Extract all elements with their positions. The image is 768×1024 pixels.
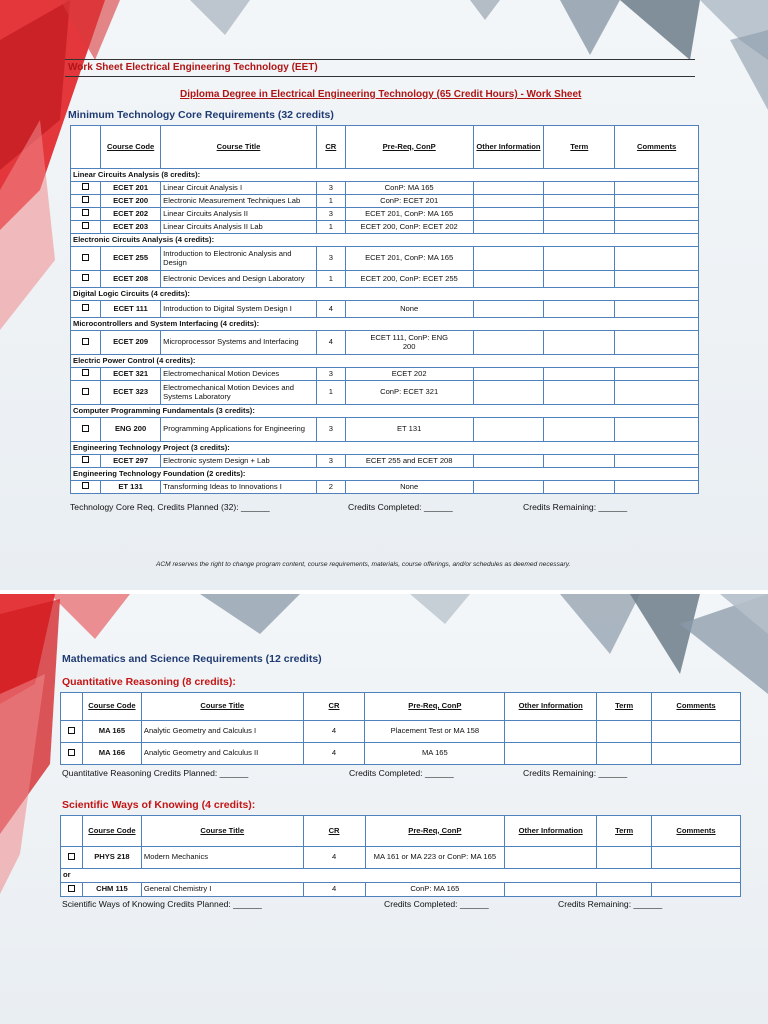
course-title: Programming Applications for Engineering [161, 418, 317, 442]
course-prereq: ECET 201, ConP: MA 165 [345, 208, 473, 221]
category-power-control: Electric Power Control (4 credits): [71, 355, 699, 368]
course-checkbox[interactable] [82, 369, 89, 376]
worksheet-heading: Work Sheet Electrical Engineering Technology (EET) [68, 62, 318, 73]
course-credits: 4 [316, 331, 345, 355]
course-checkbox[interactable] [82, 183, 89, 190]
comments-header: Comments [652, 693, 741, 721]
course-code: ECET 297 [101, 455, 161, 468]
comments-cell[interactable] [615, 301, 699, 318]
other-info-cell[interactable] [473, 381, 544, 405]
table-row [71, 418, 699, 442]
other-info-cell[interactable] [473, 418, 544, 442]
other-info-cell[interactable] [505, 743, 597, 765]
course-credits: 3 [316, 182, 345, 195]
course-title: Electronic system Design + Lab [161, 455, 317, 468]
other-info-cell[interactable] [505, 883, 597, 897]
course-prereq: ConP: ECET 201 [345, 195, 473, 208]
core-credits-completed: Credits Completed: ______ [348, 502, 453, 512]
table-row [71, 331, 699, 355]
other-info-cell[interactable] [473, 182, 544, 195]
course-prereq: ConP: MA 165 [345, 182, 473, 195]
table-header-row [71, 126, 699, 169]
math-science-title: Mathematics and Science Requirements (12 credits) [62, 653, 322, 665]
table-row [61, 847, 741, 869]
course-credits: 1 [316, 271, 345, 288]
term-cell[interactable] [597, 743, 652, 765]
other-info-cell[interactable] [505, 847, 597, 869]
course-title: Electronic Devices and Design Laboratory [161, 271, 317, 288]
table-header-row [61, 693, 741, 721]
course-prereq: MA 161 or MA 223 or ConP: MA 165 [365, 847, 505, 869]
category-linear-circuits: Linear Circuits Analysis (8 credits): [71, 169, 699, 182]
other-info-header: Other Information [505, 693, 597, 721]
course-prereq: ECET 255 and ECET 208 [345, 455, 473, 468]
comments-header: Comments [652, 816, 741, 847]
course-prereq: ECET 200, ConP: ECET 202 [345, 221, 473, 234]
course-prereq: Placement Test or MA 158 [365, 721, 505, 743]
course-code: CHM 115 [82, 883, 141, 897]
course-code: ECET 202 [101, 208, 161, 221]
table-row [71, 195, 699, 208]
category-microcontrollers: Microcontrollers and System Interfacing (4 credits): [71, 318, 699, 331]
course-code: ECET 255 [101, 247, 161, 271]
table-row [71, 481, 699, 494]
comments-cell[interactable] [652, 743, 741, 765]
course-checkbox[interactable] [82, 222, 89, 229]
course-checkbox[interactable] [68, 885, 75, 892]
category-programming: Computer Programming Fundamentals (3 credits): [71, 405, 699, 418]
comments-cell[interactable] [652, 847, 741, 869]
course-title-header: Course Title [141, 693, 303, 721]
other-info-cell[interactable] [473, 247, 544, 271]
other-info-cell[interactable] [473, 301, 544, 318]
course-credits: 4 [303, 743, 365, 765]
term-cell[interactable] [544, 455, 615, 468]
category-electronic-circuits: Electronic Circuits Analysis (4 credits): [71, 234, 699, 247]
table-row [71, 208, 699, 221]
course-checkbox[interactable] [82, 304, 89, 311]
comments-cell[interactable] [652, 883, 741, 897]
course-title: Introduction to Digital System Design I [161, 301, 317, 318]
comments-cell[interactable] [615, 368, 699, 381]
term-cell[interactable] [544, 368, 615, 381]
comments-cell[interactable] [615, 195, 699, 208]
table-header-row [61, 816, 741, 847]
other-info-cell[interactable] [473, 331, 544, 355]
comments-cell[interactable] [615, 481, 699, 494]
course-checkbox[interactable] [82, 196, 89, 203]
comments-cell[interactable] [615, 455, 699, 468]
comments-cell[interactable] [652, 721, 741, 743]
term-header: Term [544, 126, 615, 169]
prereq-header: Pre-Req, ConP [345, 126, 473, 169]
term-cell[interactable] [544, 182, 615, 195]
course-code: ECET 111 [101, 301, 161, 318]
course-code: ECET 200 [101, 195, 161, 208]
course-credits: 1 [316, 221, 345, 234]
course-title: Linear Circuits Analysis II [161, 208, 317, 221]
term-cell[interactable] [597, 847, 652, 869]
other-info-header: Other Information [505, 816, 597, 847]
course-code: MA 166 [82, 743, 141, 765]
table-row [61, 721, 741, 743]
term-cell[interactable] [544, 221, 615, 234]
course-title: Electromechanical Motion Devices and Systems Laboratory [161, 381, 317, 405]
other-info-cell[interactable] [473, 271, 544, 288]
course-checkbox[interactable] [82, 456, 89, 463]
course-prereq: None [345, 481, 473, 494]
table-row [71, 221, 699, 234]
course-checkbox[interactable] [68, 727, 75, 734]
course-code-header: Course Code [82, 693, 141, 721]
other-info-cell[interactable] [473, 221, 544, 234]
category-foundation: Engineering Technology Foundation (2 credits): [71, 468, 699, 481]
comments-cell[interactable] [615, 271, 699, 288]
category-digital-logic: Digital Logic Circuits (4 credits): [71, 288, 699, 301]
table-row [61, 883, 741, 897]
cr-header: CR [316, 126, 345, 169]
course-code-header: Course Code [82, 816, 141, 847]
checkbox-header [61, 693, 83, 721]
comments-cell[interactable] [615, 381, 699, 405]
course-code: PHYS 218 [82, 847, 141, 869]
course-checkbox[interactable] [82, 338, 89, 345]
course-credits: 3 [316, 368, 345, 381]
term-cell[interactable] [544, 481, 615, 494]
course-credits: 4 [303, 847, 365, 869]
core-credits-planned: Technology Core Req. Credits Planned (32): ______ [70, 502, 270, 512]
degree-title: Diploma Degree in Electrical Engineering Technology (65 Credit Hours) - Work Sheet [180, 89, 582, 100]
term-cell[interactable] [544, 418, 615, 442]
course-credits: 3 [316, 208, 345, 221]
term-header: Term [597, 816, 652, 847]
checkbox-header [71, 126, 101, 169]
table-row [71, 368, 699, 381]
course-code-header: Course Code [101, 126, 161, 169]
course-title: Linear Circuit Analysis I [161, 182, 317, 195]
table-row [61, 743, 741, 765]
term-cell[interactable] [597, 721, 652, 743]
term-cell[interactable] [544, 331, 615, 355]
science-credits-completed: Credits Completed: ______ [384, 899, 489, 909]
comments-header: Comments [615, 126, 699, 169]
course-prereq: ConP: ECET 321 [345, 381, 473, 405]
course-title: Electromechanical Motion Devices [161, 368, 317, 381]
course-title: Electronic Measurement Techniques Lab [161, 195, 317, 208]
course-code: ENG 200 [101, 418, 161, 442]
course-checkbox[interactable] [68, 749, 75, 756]
course-prereq: ECET 201, ConP: MA 165 [345, 247, 473, 271]
course-title: Introduction to Electronic Analysis and Design [161, 247, 317, 271]
course-prereq: ECET 202 [345, 368, 473, 381]
comments-cell[interactable] [615, 221, 699, 234]
course-credits: 4 [303, 883, 365, 897]
other-info-cell[interactable] [505, 721, 597, 743]
cr-header: CR [303, 816, 365, 847]
course-prereq: ECET 200, ConP: ECET 255 [345, 271, 473, 288]
table-row [71, 182, 699, 195]
other-info-cell[interactable] [473, 455, 544, 468]
comments-cell[interactable] [615, 331, 699, 355]
course-credits: 2 [316, 481, 345, 494]
cr-header: CR [303, 693, 365, 721]
science-credits-planned: Scientific Ways of Knowing Credits Planned: ______ [62, 899, 262, 909]
other-info-cell[interactable] [473, 195, 544, 208]
core-requirements-table [70, 125, 699, 494]
prereq-header: Pre-Req, ConP [365, 693, 505, 721]
scientific-ways-title: Scientific Ways of Knowing (4 credits): [62, 799, 256, 811]
term-cell[interactable] [544, 195, 615, 208]
prereq-header: Pre-Req, ConP [365, 816, 505, 847]
table-row [71, 455, 699, 468]
term-cell[interactable] [544, 247, 615, 271]
term-cell[interactable] [544, 208, 615, 221]
course-prereq: MA 165 [365, 743, 505, 765]
course-checkbox[interactable] [82, 209, 89, 216]
table-row [71, 271, 699, 288]
course-title: Analytic Geometry and Calculus I [141, 721, 303, 743]
course-prereq: ConP: MA 165 [365, 883, 505, 897]
table-row [71, 381, 699, 405]
comments-cell[interactable] [615, 208, 699, 221]
course-checkbox[interactable] [82, 254, 89, 261]
comments-cell[interactable] [615, 182, 699, 195]
quant-credits-completed: Credits Completed: ______ [349, 768, 454, 778]
category-project: Engineering Technology Project (3 credits): [71, 442, 699, 455]
course-credits: 1 [316, 381, 345, 405]
course-code: ET 131 [101, 481, 161, 494]
disclaimer-text: ACM reserves the right to change program content, course requirements, materials, course offerings, and/or schedules as deemed necessary. [156, 561, 571, 568]
quant-credits-remaining: Credits Remaining: ______ [523, 768, 628, 778]
other-info-cell[interactable] [473, 208, 544, 221]
course-code: ECET 321 [101, 368, 161, 381]
course-checkbox[interactable] [68, 853, 75, 860]
term-cell[interactable] [597, 883, 652, 897]
table-row [71, 301, 699, 318]
course-title: Transforming Ideas to Innovations I [161, 481, 317, 494]
comments-cell[interactable] [615, 247, 699, 271]
course-title: Analytic Geometry and Calculus II [141, 743, 303, 765]
course-checkbox[interactable] [82, 482, 89, 489]
course-code: ECET 208 [101, 271, 161, 288]
course-title: Modern Mechanics [141, 847, 303, 869]
scientific-ways-table [60, 815, 741, 897]
course-credits: 3 [316, 418, 345, 442]
other-info-header: Other Information [473, 126, 544, 169]
comments-cell[interactable] [615, 418, 699, 442]
core-requirements-title: Minimum Technology Core Requirements (32 credits) [68, 109, 334, 121]
course-checkbox[interactable] [82, 388, 89, 395]
course-prereq: ECET 111, ConP: ENG 200 [345, 331, 473, 355]
course-credits: 3 [316, 247, 345, 271]
course-code: ECET 209 [101, 331, 161, 355]
checkbox-header [61, 816, 83, 847]
course-checkbox[interactable] [82, 425, 89, 432]
term-cell[interactable] [544, 271, 615, 288]
worksheet-page-2 [0, 594, 768, 1024]
course-title: Linear Circuits Analysis II Lab [161, 221, 317, 234]
term-cell[interactable] [544, 301, 615, 318]
course-credits: 1 [316, 195, 345, 208]
term-cell[interactable] [544, 381, 615, 405]
other-info-cell[interactable] [473, 368, 544, 381]
course-prereq: None [345, 301, 473, 318]
course-title: General Chemistry I [141, 883, 303, 897]
science-credits-remaining: Credits Remaining: ______ [558, 899, 663, 909]
quantitative-reasoning-title: Quantitative Reasoning (8 credits): [62, 676, 236, 688]
course-title-header: Course Title [161, 126, 317, 169]
course-credits: 4 [303, 721, 365, 743]
course-code: ECET 201 [101, 182, 161, 195]
quantitative-reasoning-table [60, 692, 741, 765]
course-title-header: Course Title [141, 816, 303, 847]
course-prereq: ET 131 [345, 418, 473, 442]
course-code: ECET 203 [101, 221, 161, 234]
quant-credits-planned: Quantitative Reasoning Credits Planned: ______ [62, 768, 249, 778]
core-credits-remaining: Credits Remaining: ______ [523, 502, 628, 512]
table-row [71, 247, 699, 271]
course-checkbox[interactable] [82, 274, 89, 281]
term-header: Term [597, 693, 652, 721]
course-code: MA 165 [82, 721, 141, 743]
other-info-cell[interactable] [473, 481, 544, 494]
course-code: ECET 323 [101, 381, 161, 405]
course-credits: 4 [316, 301, 345, 318]
course-title: Microprocessor Systems and Interfacing [161, 331, 317, 355]
or-separator: or [61, 869, 741, 883]
course-credits: 3 [316, 455, 345, 468]
